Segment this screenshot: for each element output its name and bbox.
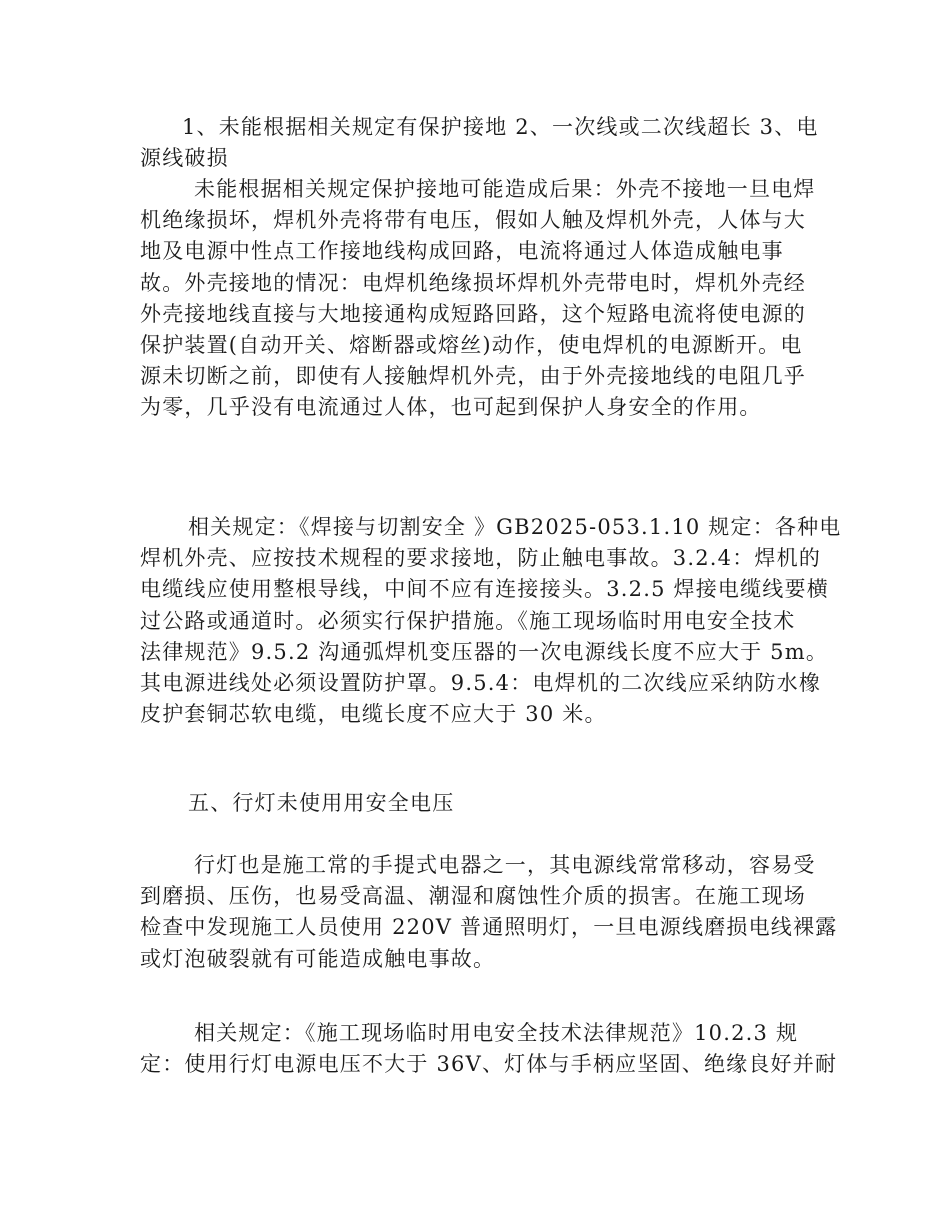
text-line: 其电源进线处必须设置防护罩。9.5.4：电焊机的二次线应采纳防水橡 — [140, 670, 822, 695]
text-line: 到磨损、压伤，也易受高温、潮湿和腐蚀性介质的损害。在施工现场 — [140, 884, 806, 909]
text-line: 故。外壳接地的情况：电焊机绝缘损坏焊机外壳带电时，焊机外壳经 — [140, 270, 806, 295]
text-line: 焊机外壳、应按技术规程的要求接地，防止触电事故。3.2.4：焊机的 — [140, 546, 822, 571]
paragraph-portable-lamp-hazard — [140, 850, 838, 975]
text-line: 电缆线应使用整根导线，中间不应有连接接头。3.2.5 焊接电缆线要横 — [140, 577, 829, 602]
paragraph-portable-lamp-regulations — [140, 1018, 838, 1080]
section-heading-portable-lamp — [140, 788, 808, 819]
text-line: 地及电源中性点工作接地线构成回路，电流将通过人体造成触电事 — [140, 239, 784, 264]
text-line: 五、行灯未使用用安全电压 — [188, 791, 455, 815]
text-line: 法律规范》9.5.2 沟通弧焊机变压器的一次电源线长度不应大于 5m。 — [140, 639, 829, 664]
text-line: 检查中发现施工人员使用 220V 普通照明灯，一旦电源线磨损电线裸露 — [140, 915, 838, 940]
text-line: 为零，几乎没有电流通过人体，也可起到保护人身安全的作用。 — [140, 395, 762, 420]
text-line: 未能根据相关规定保护接地可能造成后果：外壳不接地一旦电焊 — [194, 177, 816, 201]
text-line: 1、未能根据相关规定有保护接地 2、一次线或二次线超长 3、电 — [182, 115, 819, 139]
text-line: 源线破损 — [140, 146, 229, 171]
paragraph-welding-regulations — [140, 512, 842, 730]
text-line: 相关规定：《焊接与切割安全 》GB2025-053.1.10 规定：各种电 — [188, 515, 842, 539]
text-line: 皮护套铜芯软电缆，电缆长度不应大于 30 米。 — [140, 702, 607, 727]
paragraph-grounding-consequences — [140, 174, 816, 424]
text-line: 源未切断之前，即使有人接触焊机外壳，由于外壳接地线的电阻几乎 — [140, 364, 806, 389]
text-line: 行灯也是施工常的手提式电器之一，其电源线常常移动，容易受 — [194, 853, 816, 877]
paragraph-hazard-list — [140, 112, 819, 174]
text-line: 外壳接地线直接与大地接通构成短路回路，这个短路电流将使电源的 — [140, 301, 806, 326]
text-line: 过公路或通道时。必须实行保护措施。《施工现场临时用电安全技术 — [140, 608, 796, 633]
text-line: 相关规定：《施工现场临时用电安全技术法律规范》10.2.3 规 — [194, 1021, 799, 1045]
text-line: 保护装置(自动开关、熔断器或熔丝)动作，使电焊机的电源断开。电 — [140, 332, 803, 357]
text-line: 或灯泡破裂就有可能造成触电事故。 — [140, 946, 496, 971]
text-line: 定：使用行灯电源电压不大于 36V、灯体与手柄应坚固、绝缘良好并耐 — [140, 1052, 838, 1077]
text-line: 机绝缘损坏，焊机外壳将带有电压，假如人触及焊机外壳，人体与大 — [140, 208, 806, 233]
